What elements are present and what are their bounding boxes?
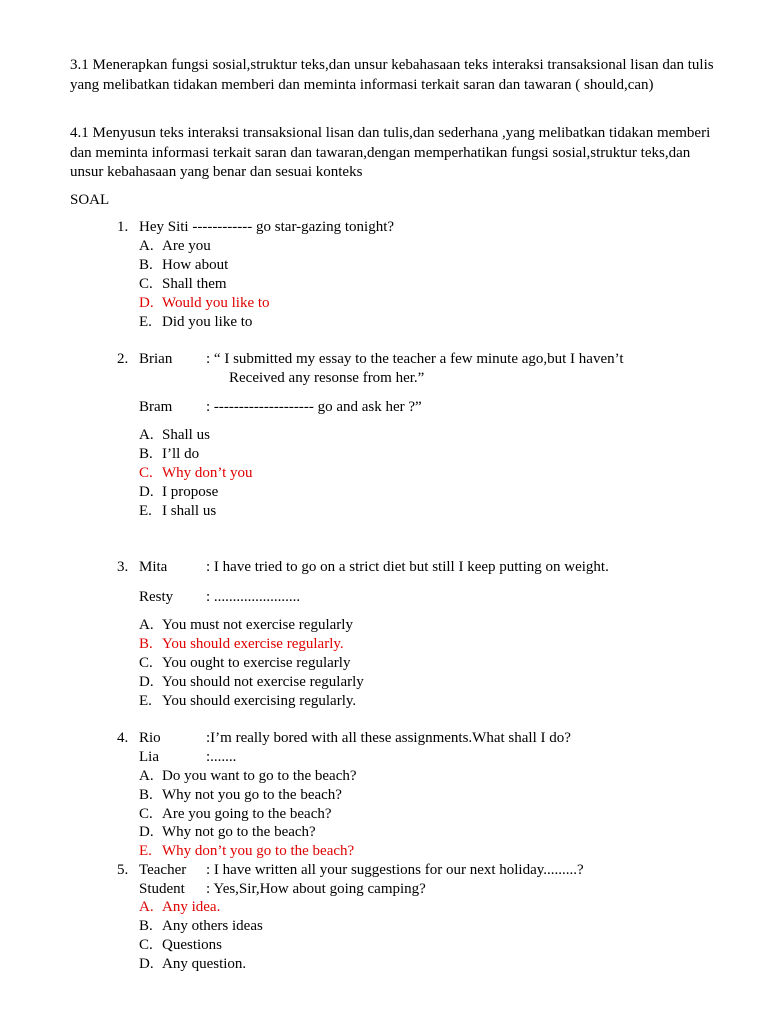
option-letter: B. xyxy=(139,446,153,462)
speaker-line: : I have written all your suggestions for our next holiday.........? xyxy=(206,862,584,878)
option-text: Any others ideas xyxy=(162,918,263,934)
speaker-line: :....... xyxy=(206,749,237,765)
option-text: You should exercising regularly. xyxy=(162,693,357,709)
option-letter: A. xyxy=(139,427,154,443)
question-number: 5. xyxy=(117,862,129,878)
option-letter: C. xyxy=(139,806,153,822)
option-text: Why not you go to the beach? xyxy=(162,787,342,803)
speaker-name: Bram xyxy=(139,399,173,415)
objective-4-1: 4.1 Menyusun teks interaksi transaksional lisan dan tulis,dan sederhana ,yang melibatkan tidakan memberi dan meminta informasi terkait saran dan tawaran,dengan memperhatikan fungsi sosial,struktur teks,dan unsur kebahasaan yang benar dan sesuai konteks xyxy=(70,125,711,180)
option-text: Questions xyxy=(162,937,222,953)
option-text-correct: Any idea. xyxy=(162,899,221,915)
option-text: Any question. xyxy=(162,956,247,972)
speaker-name: Resty xyxy=(139,589,174,605)
option-text-correct: You should exercise regularly. xyxy=(162,636,344,652)
option-text: You should not exercise regularly xyxy=(162,674,364,690)
speaker-line: : “ I submitted my essay to the teacher a few minute ago,but I haven’t xyxy=(206,351,624,367)
option-text-correct: Why don’t you xyxy=(162,465,253,481)
option-text-correct: Why don’t you go to the beach? xyxy=(162,843,355,859)
option-text: Do you want to go to the beach? xyxy=(162,768,357,784)
option-letter: D. xyxy=(139,824,154,840)
option-letter: E. xyxy=(139,693,152,709)
speaker-line: : -------------------- go and ask her ?” xyxy=(206,399,422,415)
objective-3-1: 3.1 Menerapkan fungsi sosial,struktur teks,dan unsur kebahasaan teks interaksi transaksional lisan dan tulis yang melibatkan tidakan memberi dan meminta informasi terkait saran dan tawaran ( should,can) xyxy=(70,57,714,93)
option-letter: D. xyxy=(139,484,154,500)
option-letter: E. xyxy=(139,314,152,330)
option-text: Are you going to the beach? xyxy=(162,806,332,822)
option-letter: D. xyxy=(139,956,154,972)
question-number: 4. xyxy=(117,730,129,746)
speaker-line-continued: Received any resonse from her.” xyxy=(229,370,425,386)
option-letter: A. xyxy=(139,768,154,784)
option-letter: D. xyxy=(139,674,154,690)
option-letter-correct: A. xyxy=(139,899,154,915)
option-text: Shall them xyxy=(162,276,227,292)
option-text: Shall us xyxy=(162,427,210,443)
speaker-name: Mita xyxy=(139,559,168,575)
option-letter: A. xyxy=(139,238,154,254)
speaker-name: Lia xyxy=(139,749,159,765)
speaker-line: : ....................... xyxy=(206,589,301,605)
option-letter: E. xyxy=(139,503,152,519)
option-text: You ought to exercise regularly xyxy=(162,655,351,671)
section-title: SOAL xyxy=(70,192,110,208)
option-text: I’ll do xyxy=(162,446,200,462)
option-text-correct: Would you like to xyxy=(162,295,270,311)
speaker-name: Student xyxy=(139,881,185,897)
question-number: 2. xyxy=(117,351,129,367)
option-text: Did you like to xyxy=(162,314,253,330)
speaker-name: Rio xyxy=(139,730,161,746)
option-text: Why not go to the beach? xyxy=(162,824,316,840)
option-letter: C. xyxy=(139,655,153,671)
option-text: You must not exercise regularly xyxy=(162,617,353,633)
speaker-name: Teacher xyxy=(139,862,187,878)
option-letter: C. xyxy=(139,276,153,292)
option-letter-correct: B. xyxy=(139,636,153,652)
option-text: How about xyxy=(162,257,229,273)
option-letter: A. xyxy=(139,617,154,633)
option-text: Are you xyxy=(162,238,211,254)
option-text: I propose xyxy=(162,484,219,500)
option-letter: C. xyxy=(139,937,153,953)
option-letter-correct: E. xyxy=(139,843,152,859)
option-letter: B. xyxy=(139,918,153,934)
speaker-line: : I have tried to go on a strict diet but still I keep putting on weight. xyxy=(206,559,609,575)
option-letter-correct: C. xyxy=(139,465,153,481)
speaker-name: Brian xyxy=(139,351,173,367)
question-number: 3. xyxy=(117,559,129,575)
option-letter-correct: D. xyxy=(139,295,154,311)
speaker-line: : Yes,Sir,How about going camping? xyxy=(206,881,426,897)
option-text: I shall us xyxy=(162,503,217,519)
question-number: 1. xyxy=(117,219,129,235)
question-stem: Hey Siti ------------ go star-gazing tonight? xyxy=(139,219,395,235)
speaker-line: :I’m really bored with all these assignments.What shall I do? xyxy=(206,730,571,746)
option-letter: B. xyxy=(139,257,153,273)
option-letter: B. xyxy=(139,787,153,803)
